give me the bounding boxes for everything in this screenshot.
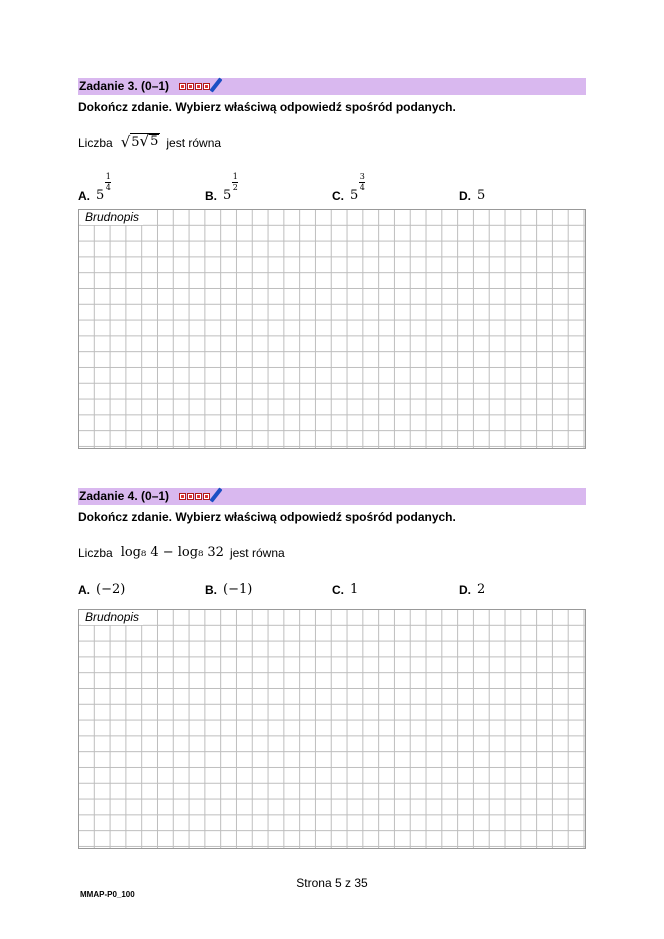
- stem-expression: √ 5 √ 5: [120, 131, 159, 151]
- stem-suffix: jest równa: [229, 546, 285, 560]
- stem-suffix: jest równa: [166, 136, 222, 150]
- option-a[interactable]: A. (−2): [78, 582, 126, 597]
- option-b[interactable]: B. (−1): [205, 582, 253, 597]
- task-instruction: Dokończ zdanie. Wybierz właściwą odpowiedź spośród podanych.: [78, 510, 456, 524]
- task-instruction: Dokończ zdanie. Wybierz właściwą odpowiedź spośród podanych.: [78, 100, 456, 114]
- task-header: [78, 78, 586, 95]
- score-boxes-icon: [179, 81, 218, 93]
- option-d[interactable]: D. 2: [459, 582, 486, 597]
- scratch-grid: [78, 609, 586, 849]
- option-c[interactable]: C. 1: [332, 582, 359, 597]
- option-a[interactable]: A. 5 $\frac{1}{4}$: [78, 172, 111, 203]
- scratch-label: Brudnopis: [81, 210, 143, 225]
- score-boxes-icon: [179, 491, 218, 503]
- task-title: Zadanie 3. (0–1): [79, 79, 170, 93]
- scratch-label: Brudnopis: [81, 610, 143, 625]
- pen-icon: [210, 77, 223, 92]
- option-b[interactable]: B. 5 $\frac{1}{2}$: [205, 172, 238, 203]
- page-number: Strona 5 z 35: [296, 876, 368, 890]
- answer-options: [78, 163, 586, 203]
- stem-prefix: Liczba: [78, 136, 113, 150]
- option-d[interactable]: D. 5: [459, 188, 486, 203]
- task-stem: [78, 543, 586, 563]
- task-stem: [78, 133, 586, 153]
- task-3: [78, 78, 586, 449]
- stem-expression: log₈ 4 − log₈ 32: [120, 545, 224, 560]
- exam-code: MMAP-P0_100: [80, 890, 135, 899]
- pen-icon: [210, 487, 223, 502]
- task-title: Zadanie 4. (0–1): [79, 489, 170, 503]
- option-c[interactable]: C. 5 $\frac{3}{4}$: [332, 172, 365, 203]
- task-header: [78, 488, 586, 505]
- scratch-grid: [78, 209, 586, 449]
- answer-options: [78, 575, 586, 597]
- stem-prefix: Liczba: [78, 546, 113, 560]
- task-4: [78, 488, 586, 849]
